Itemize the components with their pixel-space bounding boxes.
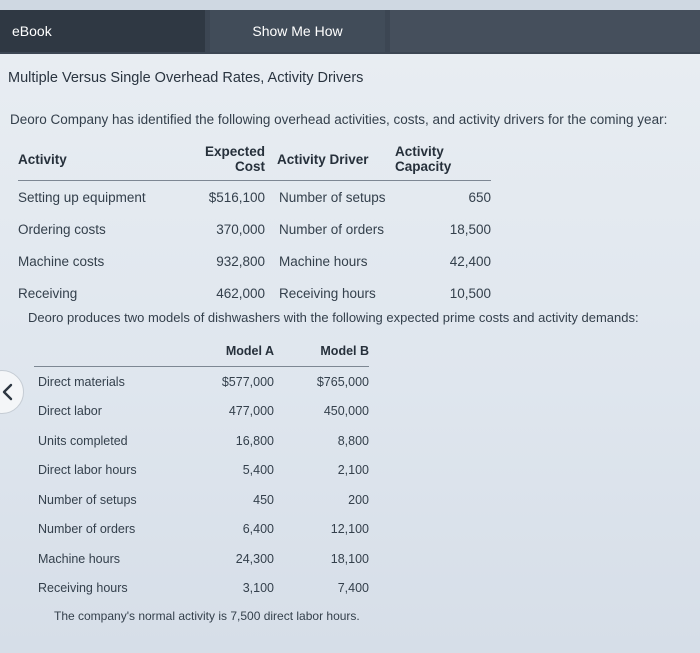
activity-capacity: 650 (468, 189, 491, 205)
model-b-value: 8,800 (337, 433, 369, 448)
problem-content (0, 54, 700, 653)
model-a-value: $577,000 (221, 374, 274, 389)
row-label: Receiving hours (38, 581, 128, 596)
table-row (18, 277, 491, 309)
model-a-value: 3,100 (242, 581, 274, 596)
table-row (18, 245, 491, 277)
top-strip (0, 0, 700, 10)
row-label: Units completed (38, 433, 128, 448)
activity-name: Receiving (18, 285, 78, 301)
table-row (34, 426, 369, 456)
model-b-value: 450,000 (323, 404, 369, 419)
table-row (34, 485, 369, 515)
header-model-b: Model B (274, 340, 369, 367)
intro-text: Deoro Company has identified the following overhead activities, costs, and activity drivers for the coming year: (10, 112, 668, 127)
table-row (34, 456, 369, 486)
table-row (34, 574, 369, 604)
model-a-value: 6,400 (242, 522, 274, 537)
model-a-value: 24,300 (235, 551, 274, 566)
chevron-left-icon (1, 383, 13, 401)
tab-ebook[interactable]: eBook (0, 10, 205, 52)
activity-table-header (18, 140, 491, 181)
activity-name: Setting up equipment (18, 189, 146, 205)
activity-driver: Receiving hours (279, 285, 376, 301)
row-label: Direct labor (38, 404, 102, 419)
model-b-value: $765,000 (316, 374, 369, 389)
model-a-value: 477,000 (228, 404, 274, 419)
expected-cost: $516,100 (208, 189, 265, 205)
table-row (18, 181, 491, 214)
model-b-value: 18,100 (330, 551, 369, 566)
header-activity: Activity (18, 140, 180, 181)
header-blank (34, 340, 204, 367)
row-label: Direct materials (38, 374, 125, 389)
model-b-value: 12,100 (330, 522, 369, 537)
expected-cost: 462,000 (216, 285, 265, 301)
model-b-value: 2,100 (337, 463, 369, 478)
table-row (18, 213, 491, 245)
table-row (34, 515, 369, 545)
header-activity-capacity: Activity Capacity (395, 140, 491, 181)
table-row (34, 367, 369, 397)
models-table (34, 340, 369, 603)
tab-empty (390, 10, 700, 52)
activity-driver: Number of setups (279, 189, 386, 205)
model-a-value: 16,800 (235, 433, 274, 448)
header-expected-cost: Expected Cost (180, 140, 265, 181)
expected-cost: 932,800 (216, 253, 265, 269)
tab-show-me-how[interactable]: Show Me How (210, 10, 385, 52)
activity-capacity: 18,500 (449, 221, 491, 237)
activity-driver: Number of orders (279, 221, 385, 237)
models-table-header (34, 340, 369, 367)
normal-activity-note: The company's normal activity is 7,500 direct labor hours. (54, 609, 360, 623)
activity-capacity: 10,500 (449, 285, 491, 301)
models-intro-text: Deoro produces two models of dishwashers with the following expected prime costs and activity demands: (28, 310, 639, 325)
activity-name: Machine costs (18, 253, 105, 269)
header-model-a: Model A (204, 340, 274, 367)
activity-name: Ordering costs (18, 221, 106, 237)
model-a-value: 450 (253, 492, 274, 507)
problem-heading: Multiple Versus Single Overhead Rates, Activity Drivers (8, 70, 364, 86)
expected-cost: 370,000 (216, 221, 265, 237)
activity-driver: Machine hours (279, 253, 368, 269)
row-label: Machine hours (38, 551, 120, 566)
row-label: Number of orders (38, 522, 136, 537)
activity-table (18, 140, 491, 309)
tab-bar (0, 10, 700, 54)
model-a-value: 5,400 (242, 463, 274, 478)
row-label: Direct labor hours (38, 463, 137, 478)
table-row (34, 544, 369, 574)
row-label: Number of setups (38, 492, 137, 507)
back-button[interactable] (0, 370, 24, 414)
model-b-value: 7,400 (337, 581, 369, 596)
header-activity-driver: Activity Driver (265, 140, 395, 181)
table-row (34, 397, 369, 427)
model-b-value: 200 (348, 492, 369, 507)
activity-capacity: 42,400 (449, 253, 491, 269)
